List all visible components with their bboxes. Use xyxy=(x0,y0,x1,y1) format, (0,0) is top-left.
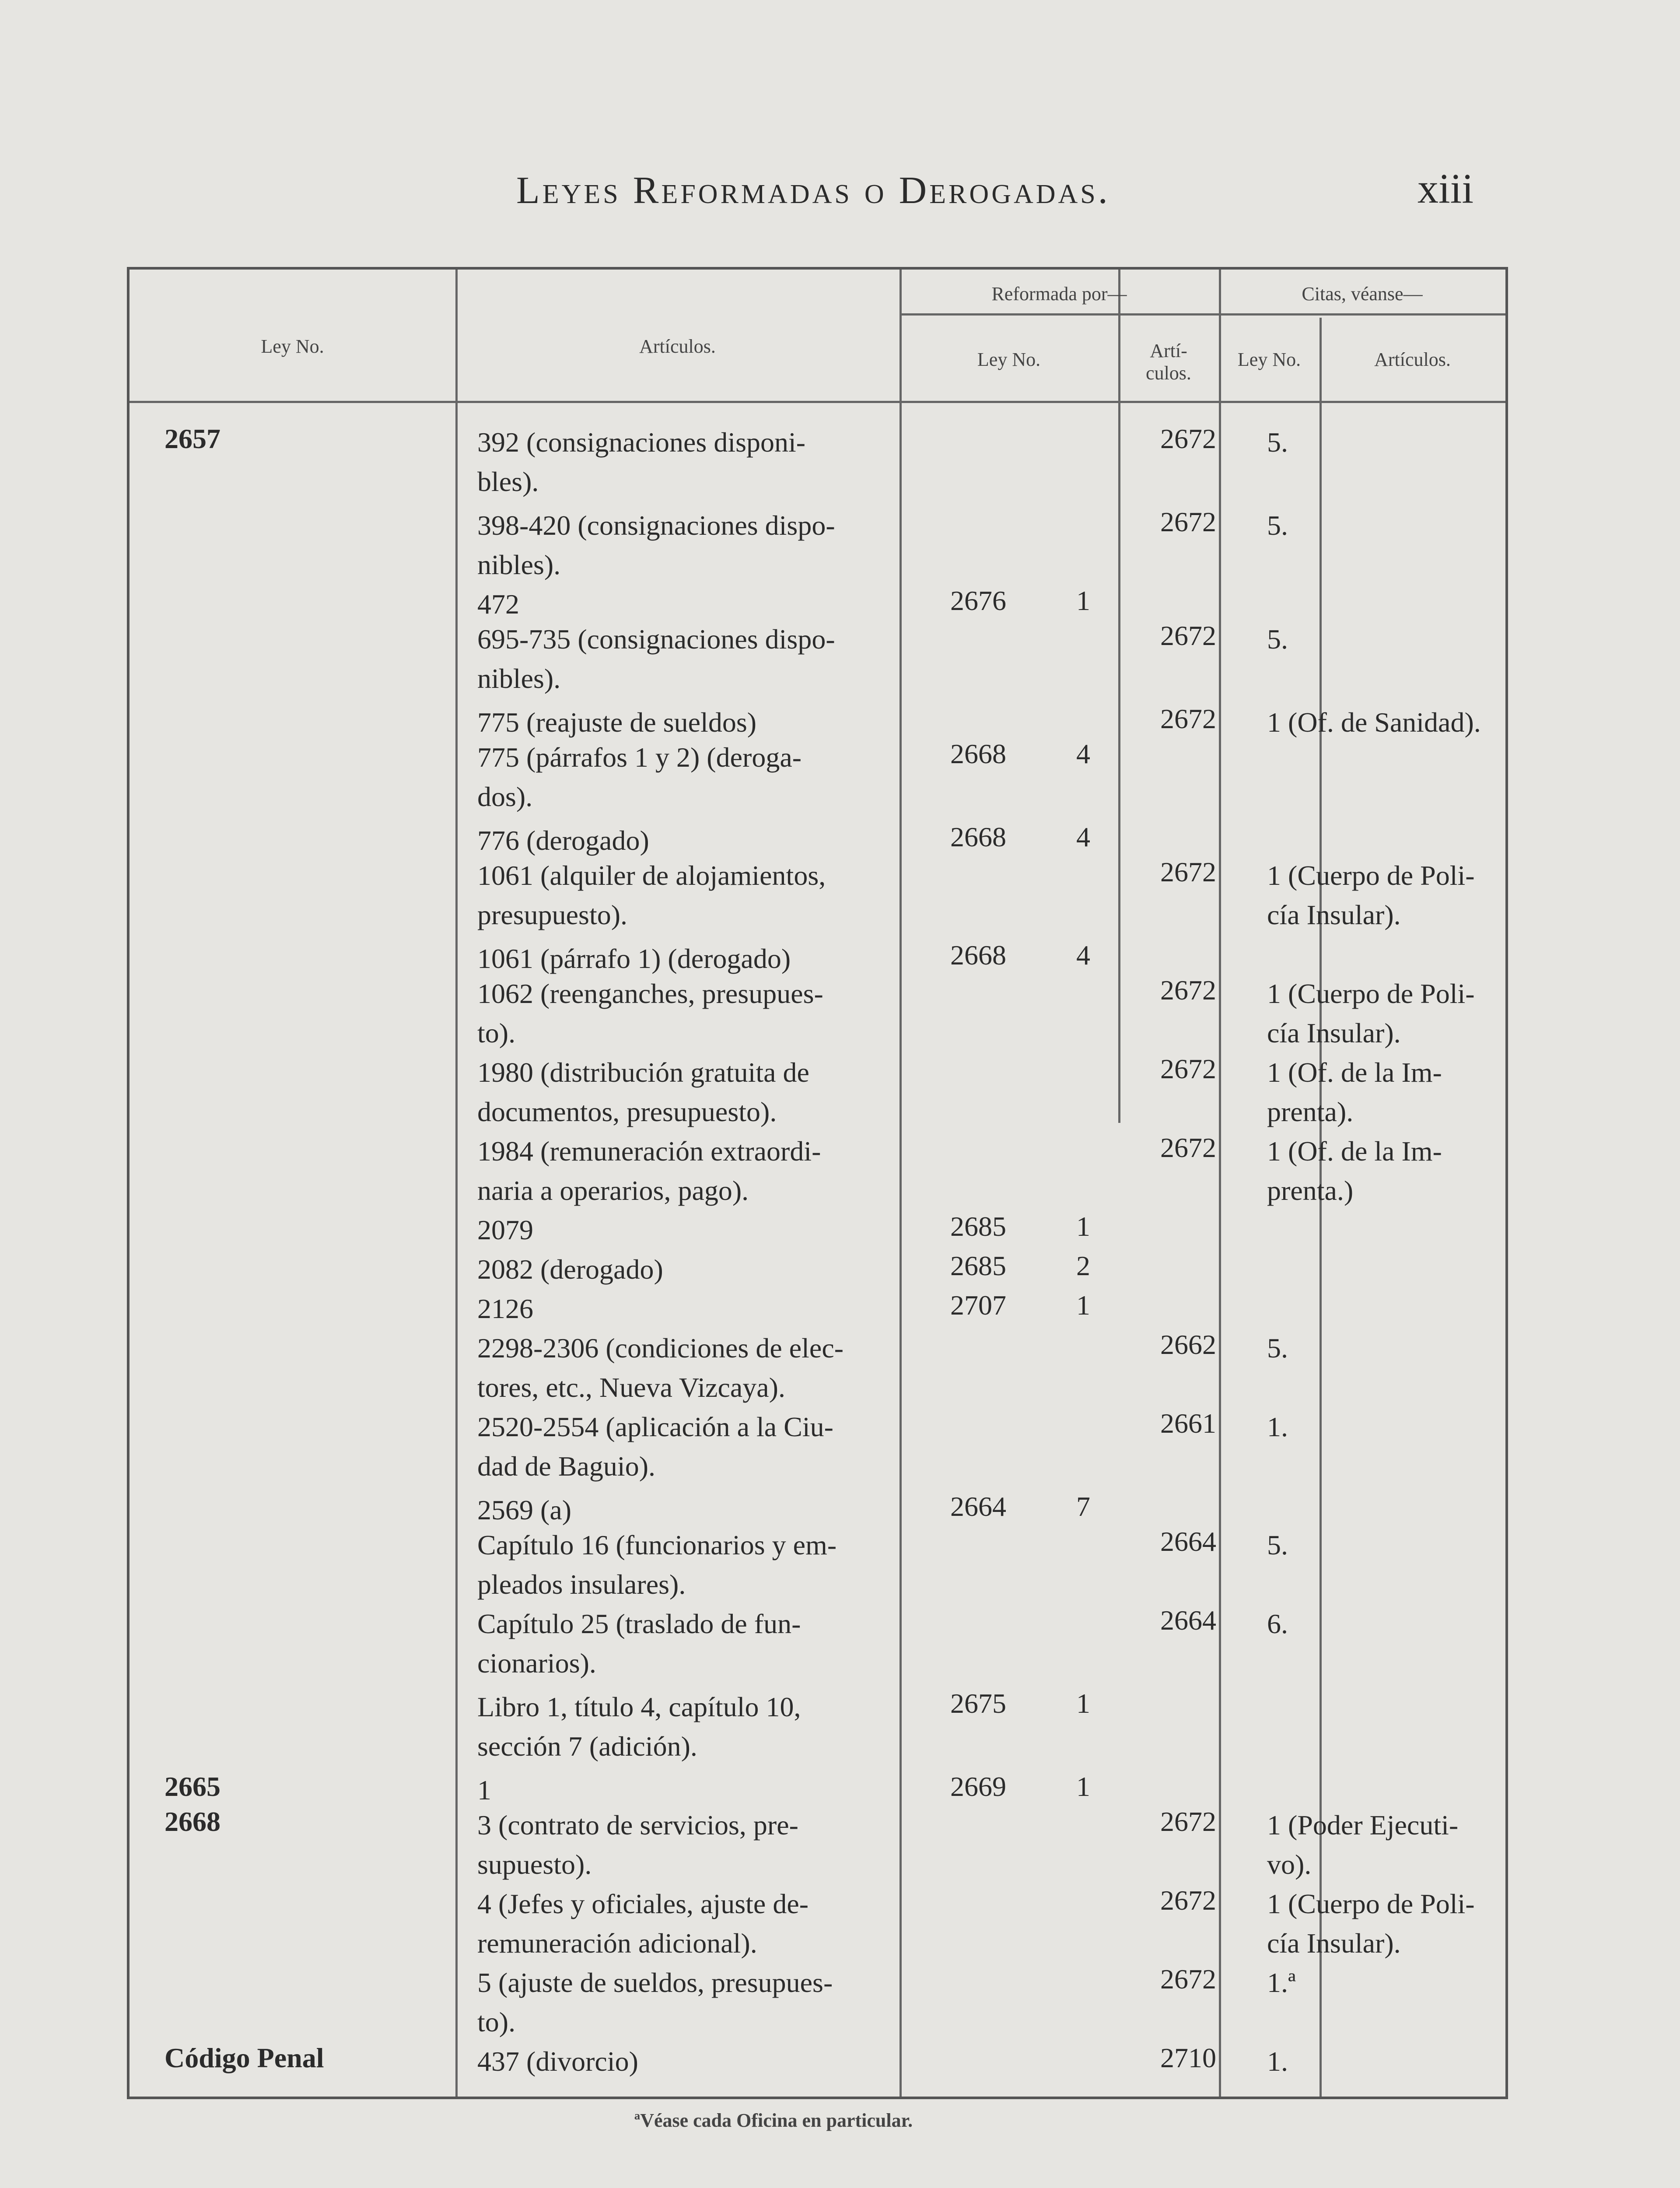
cell-cit-ley: 2672 xyxy=(1160,1885,1216,1916)
cell-articulos: 398-420 (consignaciones dispo- nibles). xyxy=(477,510,835,580)
footnote: ªVéase cada Oficina en particular. xyxy=(634,2110,913,2131)
cell-articulos: 2126 xyxy=(477,1293,533,1324)
cell-ref-art: 4 xyxy=(1076,940,1090,971)
cell-cit-art: 6. xyxy=(1267,1608,1288,1639)
cell-articulos: 2298-2306 (condiciones de elec- tores, etc., Nueva Vizcaya). xyxy=(477,1332,844,1403)
cell-ref-ley: 2685 xyxy=(950,1211,1006,1242)
cell-cit-ley: 2672 xyxy=(1160,703,1216,734)
cell-articulos: 2569 (a) xyxy=(477,1494,572,1525)
cell-cit-ley: 2664 xyxy=(1160,1605,1216,1636)
cell-articulos: 4 (Jefes y oficiales, ajuste de- remuneración adicional). xyxy=(477,1888,809,1959)
cell-articulos: Libro 1, título 4, capítulo 10, sección 7 (adición). xyxy=(477,1691,801,1762)
cell-articulos: 1980 (distribución gratuita de documentos, presupuesto). xyxy=(477,1057,809,1127)
cell-ref-ley: 2668 xyxy=(950,738,1006,769)
cell-cit-ley: 2672 xyxy=(1160,1132,1216,1163)
cell-ref-ley: 2685 xyxy=(950,1250,1006,1281)
cell-ref-ley: 2664 xyxy=(950,1491,1006,1522)
cell-articulos: 2079 xyxy=(477,1214,533,1245)
cell-ref-art: 2 xyxy=(1076,1250,1090,1281)
cell-cit-ley: 2662 xyxy=(1160,1329,1216,1360)
table-row xyxy=(130,974,1505,1053)
subheader-cit-ley: Ley No. xyxy=(1237,349,1301,370)
cell-cit-art: 1 (Of. de Sanidad). xyxy=(1267,707,1481,738)
cell-cit-art: 5. xyxy=(1267,427,1288,458)
table-row xyxy=(130,1407,1505,1486)
rule-h-header xyxy=(130,401,1505,403)
header-reformada: Reformada por— xyxy=(991,283,1127,305)
cell-ref-ley: 2707 xyxy=(950,1290,1006,1321)
cell-cit-ley: 2672 xyxy=(1160,620,1216,651)
cell-cit-ley: 2672 xyxy=(1160,975,1216,1006)
cell-articulos: 695-735 (consignaciones dispo- nibles). xyxy=(477,624,835,694)
table-row xyxy=(130,1132,1505,1210)
table-row xyxy=(130,2042,1505,2121)
cell-ref-ley: 2669 xyxy=(950,1771,1006,1802)
cell-ref-ley: 2675 xyxy=(950,1688,1006,1719)
table-row xyxy=(130,506,1505,585)
table-row xyxy=(130,1604,1505,1683)
cell-ref-ley: 2668 xyxy=(950,940,1006,971)
cell-ley: 2668 xyxy=(164,1806,220,1837)
cell-articulos: 1062 (reenganches, presupues- to). xyxy=(477,978,823,1048)
table-row xyxy=(130,856,1505,935)
cell-cit-art: 1.ª xyxy=(1267,1967,1296,1998)
cell-articulos: 2520-2554 (aplicación a la Ciu- dad de Baguio). xyxy=(477,1411,833,1482)
table-row xyxy=(130,1963,1505,2042)
cell-ref-ley: 2668 xyxy=(950,821,1006,852)
table-row xyxy=(130,738,1505,817)
cell-articulos: 472 xyxy=(477,589,519,620)
cell-cit-art: 1 (Of. de la Im- prenta.) xyxy=(1267,1136,1442,1206)
cell-ref-art: 1 xyxy=(1076,585,1090,616)
cell-ref-art: 1 xyxy=(1076,1290,1090,1321)
cell-cit-ley: 2672 xyxy=(1160,856,1216,887)
table-row xyxy=(130,1053,1505,1132)
cell-articulos: 392 (consignaciones disponi- bles). xyxy=(477,427,806,497)
running-title: Leyes Reformadas o Derogadas. xyxy=(516,169,1110,212)
cell-cit-art: 5. xyxy=(1267,624,1288,655)
cell-ref-art: 7 xyxy=(1076,1491,1090,1522)
cell-ref-art: 1 xyxy=(1076,1688,1090,1719)
cell-cit-ley: 2672 xyxy=(1160,423,1216,454)
cell-cit-art: 1 (Cuerpo de Poli- cía Insular). xyxy=(1267,860,1475,930)
laws-table xyxy=(127,267,1508,2099)
table-row xyxy=(130,620,1505,698)
cell-cit-art: 1 (Cuerpo de Poli- cía Insular). xyxy=(1267,978,1475,1048)
table-row xyxy=(130,1687,1505,1766)
cell-articulos: 1 xyxy=(477,1774,491,1806)
cell-articulos: Capítulo 16 (funcionarios y em- pleados insulares). xyxy=(477,1529,837,1600)
table-row xyxy=(130,1525,1505,1604)
cell-ley: 2665 xyxy=(164,1771,220,1802)
cell-cit-art: 1 (Poder Ejecuti- vo). xyxy=(1267,1809,1459,1880)
cell-articulos: 5 (ajuste de sueldos, presupues- to). xyxy=(477,1967,833,2037)
cell-cit-ley: 2664 xyxy=(1160,1526,1216,1557)
cell-cit-ley: 2672 xyxy=(1160,1053,1216,1084)
cell-articulos: 775 (reajuste de sueldos) xyxy=(477,707,757,738)
cell-cit-art: 1. xyxy=(1267,1411,1288,1442)
cell-cit-art: 5. xyxy=(1267,1529,1288,1560)
header-ley: Ley No. xyxy=(261,336,324,357)
cell-articulos: 3 (contrato de servicios, pre- supuesto). xyxy=(477,1809,798,1880)
cell-articulos: 1061 (alquiler de alojamientos, presupuesto). xyxy=(477,860,826,930)
cell-articulos: 437 (divorcio) xyxy=(477,2046,638,2077)
cell-articulos: 1984 (remuneración extraordi- naria a operarios, pago). xyxy=(477,1136,821,1206)
cell-cit-art: 1 (Cuerpo de Poli- cía Insular). xyxy=(1267,1888,1475,1959)
table-row xyxy=(130,423,1505,501)
cell-ref-ley: 2676 xyxy=(950,585,1006,616)
header-articulos: Artículos. xyxy=(639,336,716,357)
cell-articulos: 1061 (párrafo 1) (derogado) xyxy=(477,943,791,974)
cell-ref-art: 1 xyxy=(1076,1211,1090,1242)
subheader-ref-art: Artí- culos. xyxy=(1146,340,1191,384)
cell-articulos: 2082 (derogado) xyxy=(477,1254,663,1285)
table-row xyxy=(130,1884,1505,1963)
cell-cit-ley: 2661 xyxy=(1160,1408,1216,1439)
subheader-ref-ley: Ley No. xyxy=(977,349,1041,370)
cell-cit-art: 5. xyxy=(1267,510,1288,541)
header-citas: Citas, véanse— xyxy=(1302,283,1423,305)
cell-ley: Código Penal xyxy=(164,2042,324,2073)
table-row xyxy=(130,1329,1505,1407)
cell-cit-ley: 2672 xyxy=(1160,1964,1216,1995)
cell-ley: 2657 xyxy=(164,423,220,454)
table-row xyxy=(130,1806,1505,1884)
cell-cit-ley: 2710 xyxy=(1160,2042,1216,2073)
cell-cit-ley: 2672 xyxy=(1160,506,1216,537)
cell-ref-art: 1 xyxy=(1076,1771,1090,1802)
cell-ref-art: 4 xyxy=(1076,738,1090,769)
cell-cit-art: 1. xyxy=(1267,2046,1288,2077)
cell-ref-art: 4 xyxy=(1076,821,1090,852)
page-number: xiii xyxy=(1418,165,1474,212)
subheader-cit-art: Artículos. xyxy=(1374,349,1451,370)
cell-cit-ley: 2672 xyxy=(1160,1806,1216,1837)
cell-articulos: Capítulo 25 (traslado de fun- cionarios). xyxy=(477,1608,801,1679)
cell-cit-art: 5. xyxy=(1267,1332,1288,1364)
cell-cit-art: 1 (Of. de la Im- prenta). xyxy=(1267,1057,1442,1127)
cell-articulos: 776 (derogado) xyxy=(477,825,649,856)
cell-articulos: 775 (párrafos 1 y 2) (deroga- dos). xyxy=(477,742,802,812)
rule-h-group xyxy=(900,313,1505,316)
